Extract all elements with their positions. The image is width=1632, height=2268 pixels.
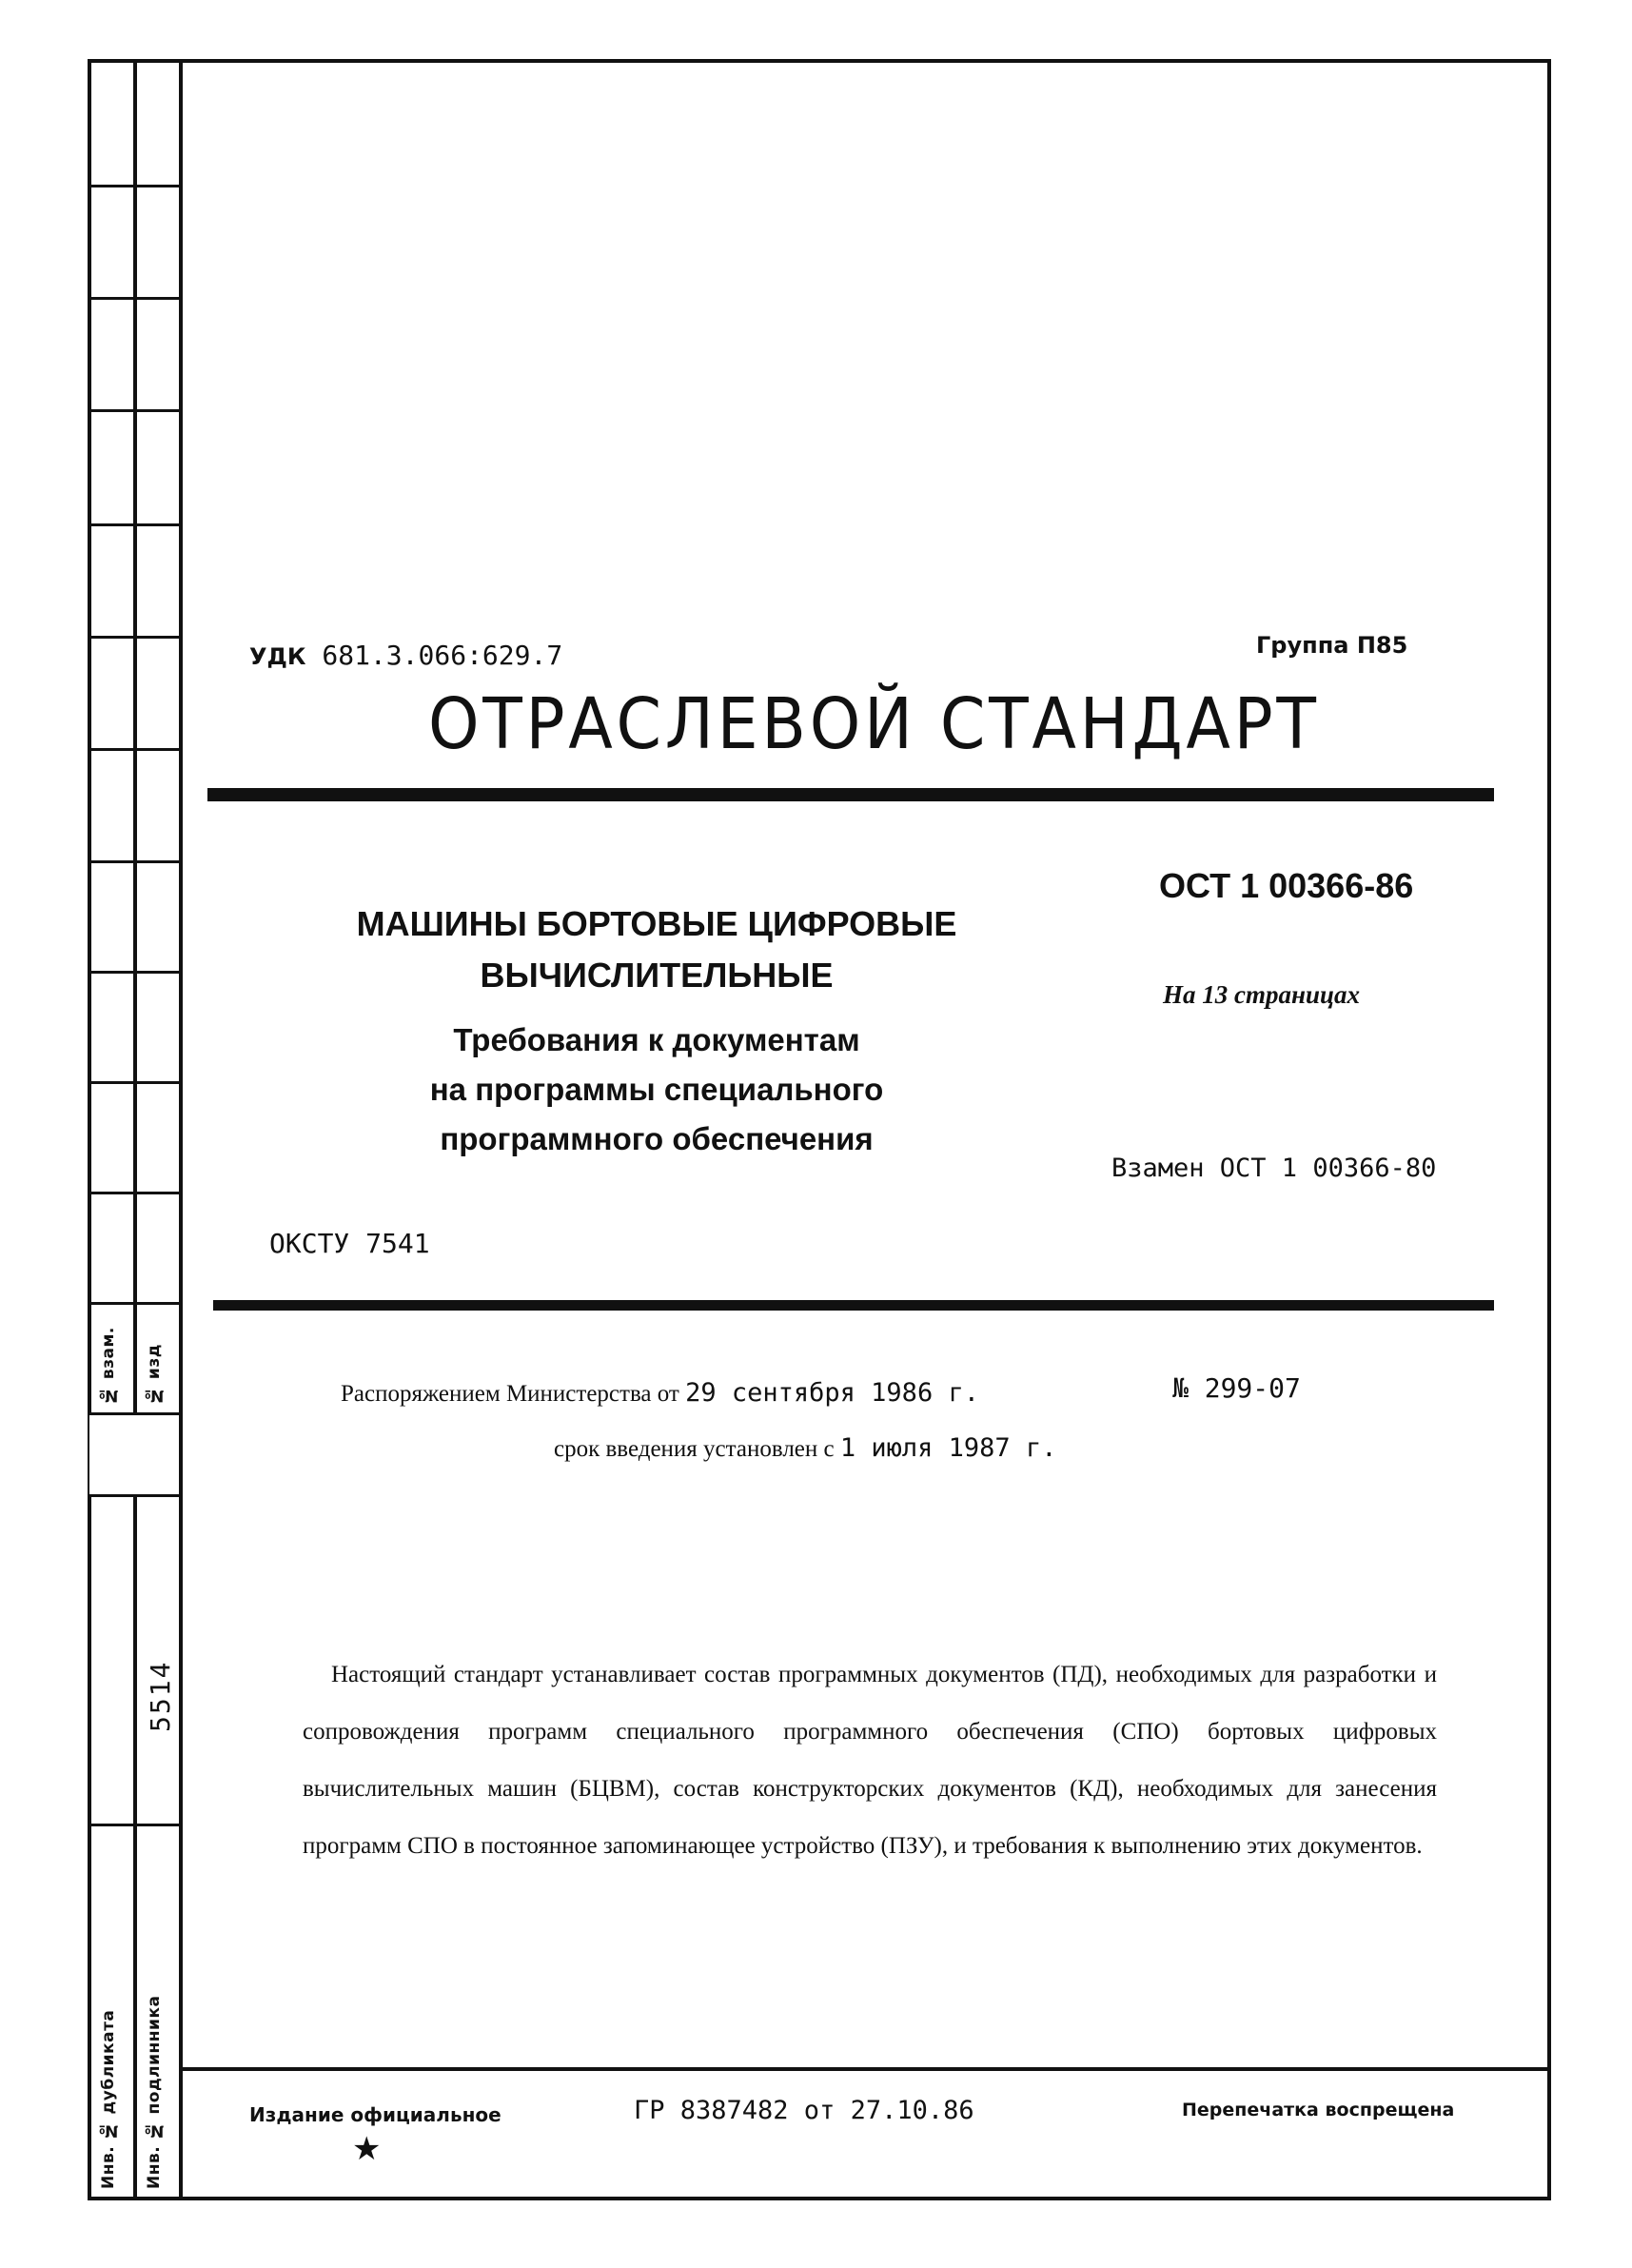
section-rule <box>213 1300 1494 1311</box>
footer-rule <box>179 2067 1551 2071</box>
margin-rule <box>88 860 179 863</box>
okstu-code: ОКСТУ 7541 <box>269 1228 430 1259</box>
stamp-label-izd: № изд <box>145 1344 164 1405</box>
standard-code: ОСТ 1 00366-86 <box>1159 866 1414 905</box>
intro-text: срок введения установлен с <box>554 1436 835 1462</box>
margin-rule <box>88 636 179 639</box>
stamp-label-vzam: № взам. <box>99 1327 118 1405</box>
margin-divider <box>133 59 137 2200</box>
body-paragraph: Настоящий стандарт устанавливает состав программных документов (ПД), необходимых для разработки и сопровождения программ специального программного обеспечения (СПО) бортовых цифровых вычислительных машин (БЦВМ), состав конструкторских документов (КД), необходимых для занесения программ СПО в постоянное запоминающее устройство (ПЗУ), и требования к выполнению этих документов. <box>303 1662 1437 1859</box>
order-line <box>341 1378 979 1408</box>
margin-gap <box>89 1415 179 1496</box>
margin-rule <box>88 748 179 751</box>
margin-rule <box>88 523 179 526</box>
margin-rule <box>88 297 179 300</box>
standard-subtitle-line2: на программы специального <box>429 1072 884 1107</box>
introduction-line <box>554 1433 1056 1463</box>
margin-rule <box>88 409 179 412</box>
standard-subtitle-line1: Требования к документам <box>453 1022 860 1057</box>
margin-rule <box>88 1302 179 1305</box>
stamp-number: 5514 <box>145 1660 176 1732</box>
margin-rule <box>88 1192 179 1194</box>
page-count: На 13 страницах <box>1163 980 1361 1009</box>
udk-line <box>249 640 562 671</box>
margin-rule <box>88 1081 179 1084</box>
order-text: Распоряжением Министерства от <box>341 1381 679 1407</box>
margin-rule <box>88 971 179 974</box>
reprint-prohibited-label: Перепечатка воспрещена <box>1182 2100 1455 2120</box>
stamp-label-dubl: Инв. № дубликата <box>99 2009 118 2189</box>
inner-border <box>179 59 183 2200</box>
stamp-label-podl: Инв. № подлинника <box>145 1995 164 2189</box>
order-number: № 299-07 <box>1172 1372 1301 1404</box>
page-title: ОТРАСЛЕВОЙ СТАНДАРТ <box>428 683 1320 765</box>
official-edition-label: Издание официальное <box>249 2103 501 2126</box>
standard-subtitle-line3: программного обеспечения <box>440 1121 874 1156</box>
standard-name-line1: МАШИНЫ БОРТОВЫЕ ЦИФРОВЫЕ <box>356 904 957 943</box>
replaces-standard: Взамен ОСТ 1 00366-80 <box>1111 1154 1437 1183</box>
margin-rule <box>88 185 179 187</box>
margin-rule <box>88 1494 179 1497</box>
standard-name-line2: ВЫЧИСЛИТЕЛЬНЫЕ <box>480 956 834 995</box>
order-date: 29 сентября 1986 г. <box>685 1378 979 1408</box>
margin-rule <box>88 1824 179 1826</box>
udk-label: УДК <box>249 643 306 670</box>
registration-number: ГР 8387482 от 27.10.86 <box>634 2096 974 2125</box>
intro-date: 1 июля 1987 г. <box>839 1433 1057 1463</box>
title-rule <box>207 788 1494 801</box>
star-icon: ★ <box>352 2130 382 2168</box>
udk-code: 681.3.066:629.7 <box>322 640 563 671</box>
group-label: Группа П85 <box>1256 632 1408 659</box>
